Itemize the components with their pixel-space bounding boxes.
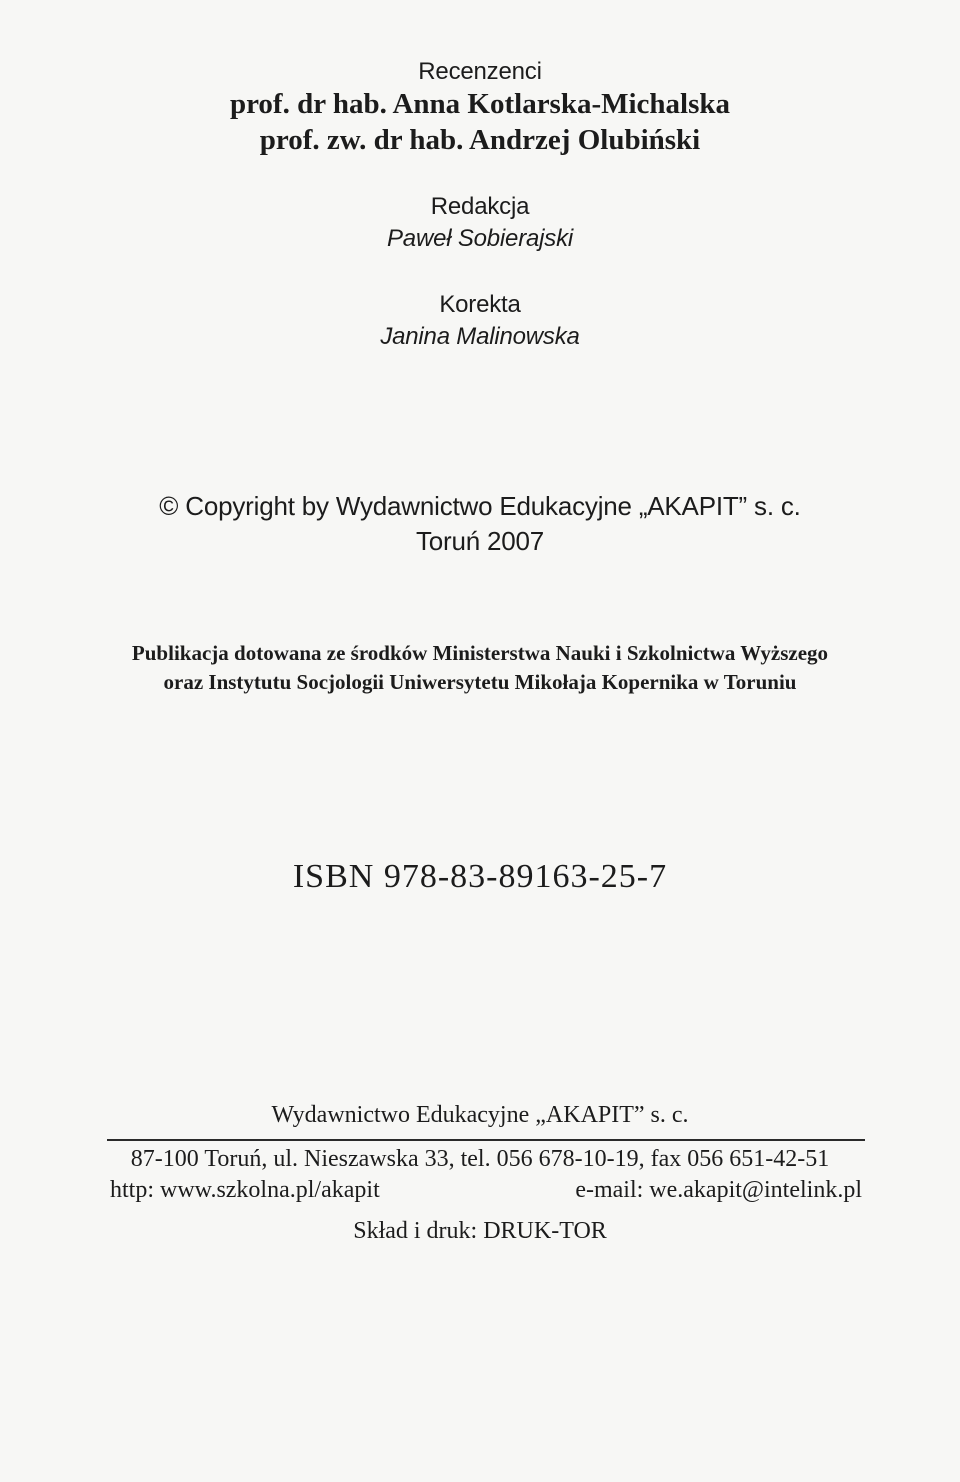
publisher-website: http: www.szkolna.pl/akapit <box>110 1177 380 1203</box>
copyright-notice: © Copyright by Wydawnictwo Edukacyjne „AKAPIT” s. c. <box>159 491 801 521</box>
proofreading-heading: Korekta <box>439 291 521 318</box>
proofreader-name: Janina Malinowska <box>380 323 580 350</box>
publisher-address: 87-100 Toruń, ul. Nieszawska 33, tel. 056 678-10-19, fax 056 651-42-51 <box>130 1146 830 1172</box>
editor-name: Paweł Sobierajski <box>386 225 574 252</box>
divider-rule <box>107 1139 865 1141</box>
reviewer-name: prof. zw. dr hab. Andrzej Olubiński <box>259 124 701 156</box>
isbn-number: ISBN 978-83-89163-25-7 <box>292 858 668 895</box>
printing-credit: Skład i druk: DRUK-TOR <box>353 1218 607 1244</box>
copyright-place-year: Toruń 2007 <box>415 526 545 556</box>
funding-note-line: Publikacja dotowana ze środków Ministerstwa Nauki i Szkolnictwa Wyższego <box>131 641 829 665</box>
editing-heading: Redakcja <box>430 193 530 220</box>
publisher-name: Wydawnictwo Edukacyjne „AKAPIT” s. c. <box>271 1102 689 1128</box>
reviewer-name: prof. dr hab. Anna Kotlarska-Michalska <box>229 88 731 120</box>
reviewers-heading: Recenzenci <box>418 58 542 85</box>
publisher-email: e-mail: we.akapit@intelink.pl <box>575 1177 862 1203</box>
publisher-contact-row <box>110 1177 862 1204</box>
funding-note-line: oraz Instytutu Socjologii Uniwersytetu Mikołaja Kopernika w Toruniu <box>163 670 797 694</box>
